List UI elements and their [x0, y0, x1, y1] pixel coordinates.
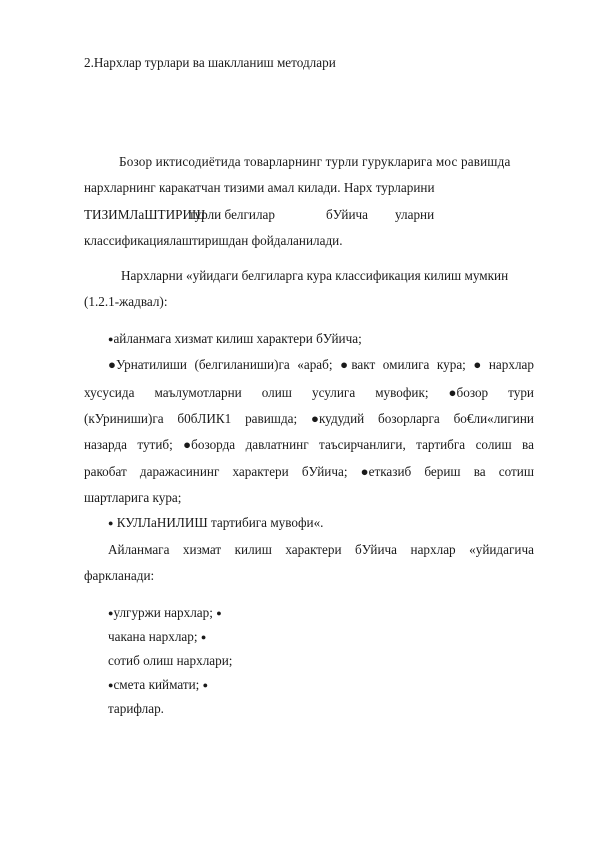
- word: назарда: [84, 437, 127, 452]
- word: характери: [232, 464, 289, 479]
- list-item-text: КУЛЛаНИЛИШ тартибига мувофи«.: [116, 515, 324, 530]
- word: ●кудудий: [311, 411, 365, 426]
- word: характери: [285, 542, 342, 557]
- word: омилига: [382, 357, 430, 372]
- bullet-icon: ●: [216, 608, 222, 618]
- word: давлатнинг: [245, 437, 309, 452]
- list-1-line-6: шартларига кура;: [84, 490, 182, 505]
- word: таъсирчанлиги,: [319, 437, 406, 452]
- list-item-text: чакана нархлар;: [108, 629, 198, 644]
- list-2-item-3: сотиб олиш нархлари;: [108, 653, 233, 668]
- paragraph-1-line-1: Бозор иктисодиётида товарларнинг турли гурукларига мос равишда: [119, 154, 511, 169]
- paragraph-3-line-1: [108, 542, 534, 558]
- word: Айланмага: [108, 542, 170, 557]
- list-2-item-1: [108, 605, 222, 621]
- word: бУйича: [355, 542, 398, 557]
- bullet-icon: ●: [108, 334, 114, 344]
- bullet-icon: ●: [473, 357, 482, 372]
- list-1-bullet-last: [108, 515, 323, 531]
- word: сотиш: [498, 464, 534, 479]
- paragraph-1-line-2: нархларнинг каракатчан тизими амал килади. Нарх турларини: [84, 180, 435, 195]
- word: мувофик;: [375, 385, 429, 400]
- bullet-icon: ●: [108, 608, 114, 618]
- word: тутиб;: [137, 437, 173, 452]
- paragraph-1-line-3-b: турли белгилар: [189, 207, 276, 222]
- paragraph-1-line-3-d: уларни: [395, 207, 435, 222]
- word: тури: [508, 385, 534, 400]
- word: (белгиланиши)га: [194, 357, 290, 372]
- word: бериш: [424, 464, 461, 479]
- word: кура;: [436, 357, 466, 372]
- section-heading: 2.Нархлар турлари ва шаклланиш методлари: [84, 55, 336, 70]
- word: даражасининг: [139, 464, 220, 479]
- paragraph-3-line-2: фаркланади:: [84, 568, 155, 583]
- word: нархлар: [488, 357, 534, 372]
- list-item-text: улгуржи нархлар;: [113, 605, 213, 620]
- list-1-line-1: [108, 357, 534, 373]
- word: маълумотларни: [154, 385, 242, 400]
- list-1-line-4: [84, 437, 534, 453]
- word: бУйича;: [301, 464, 348, 479]
- bullet-icon: ●: [200, 632, 207, 642]
- list-2-item-2: [108, 629, 206, 645]
- list-1-line-5: [84, 464, 534, 480]
- list-2-item-4: [108, 677, 208, 693]
- word: ●Урнатилиши: [108, 357, 187, 372]
- word: ●етказиб: [360, 464, 412, 479]
- list-2-item-5: тарифлар.: [108, 701, 164, 716]
- word: ва: [522, 437, 534, 452]
- bullet-icon: ●: [108, 680, 114, 690]
- list-item-text: айланмага хизмат килиш характери бУйича;: [113, 331, 362, 346]
- word: ●бозор: [448, 385, 489, 400]
- word: бо€ли«лигини: [453, 411, 534, 426]
- word: (кУриниши)га: [84, 411, 164, 426]
- paragraph-2-line-2: (1.2.1-жадвал):: [84, 294, 168, 309]
- list-1-line-2: [84, 385, 534, 401]
- paragraph-1-line-3-a: ТИЗИМЛаШТИРИШ: [84, 207, 206, 222]
- word: килиш: [234, 542, 272, 557]
- word: ●бозорда: [183, 437, 236, 452]
- list-item-text: смета киймати;: [113, 677, 200, 692]
- bullet-icon: ●: [108, 518, 114, 528]
- word: хизмат: [182, 542, 222, 557]
- paragraph-1-line-3-c: бУйича: [326, 207, 368, 222]
- word: ● вакт: [340, 357, 376, 372]
- word: усулига: [311, 385, 356, 400]
- word: ва: [473, 464, 486, 479]
- paragraph-1-line-4: классификациялаштиришдан фойдаланилади.: [84, 233, 343, 248]
- word: б0бЛИК1: [177, 411, 232, 426]
- word: бозорларга: [378, 411, 440, 426]
- list-1-bullet-1: [108, 331, 362, 347]
- word: олиш: [261, 385, 292, 400]
- word: равишда;: [245, 411, 298, 426]
- word: тартибга: [416, 437, 466, 452]
- word: нархлар: [410, 542, 456, 557]
- word: «уйидагича: [469, 542, 534, 557]
- word: солиш: [475, 437, 512, 452]
- paragraph-2-line-1: Нархларни «уйидаги белгиларга кура классификация килиш мумкин: [121, 268, 509, 283]
- list-1-line-3: [84, 411, 534, 427]
- word: хусусида: [84, 385, 135, 400]
- bullet-icon: ●: [202, 680, 209, 690]
- word: «араб;: [297, 357, 333, 372]
- word: ракобат: [84, 464, 127, 479]
